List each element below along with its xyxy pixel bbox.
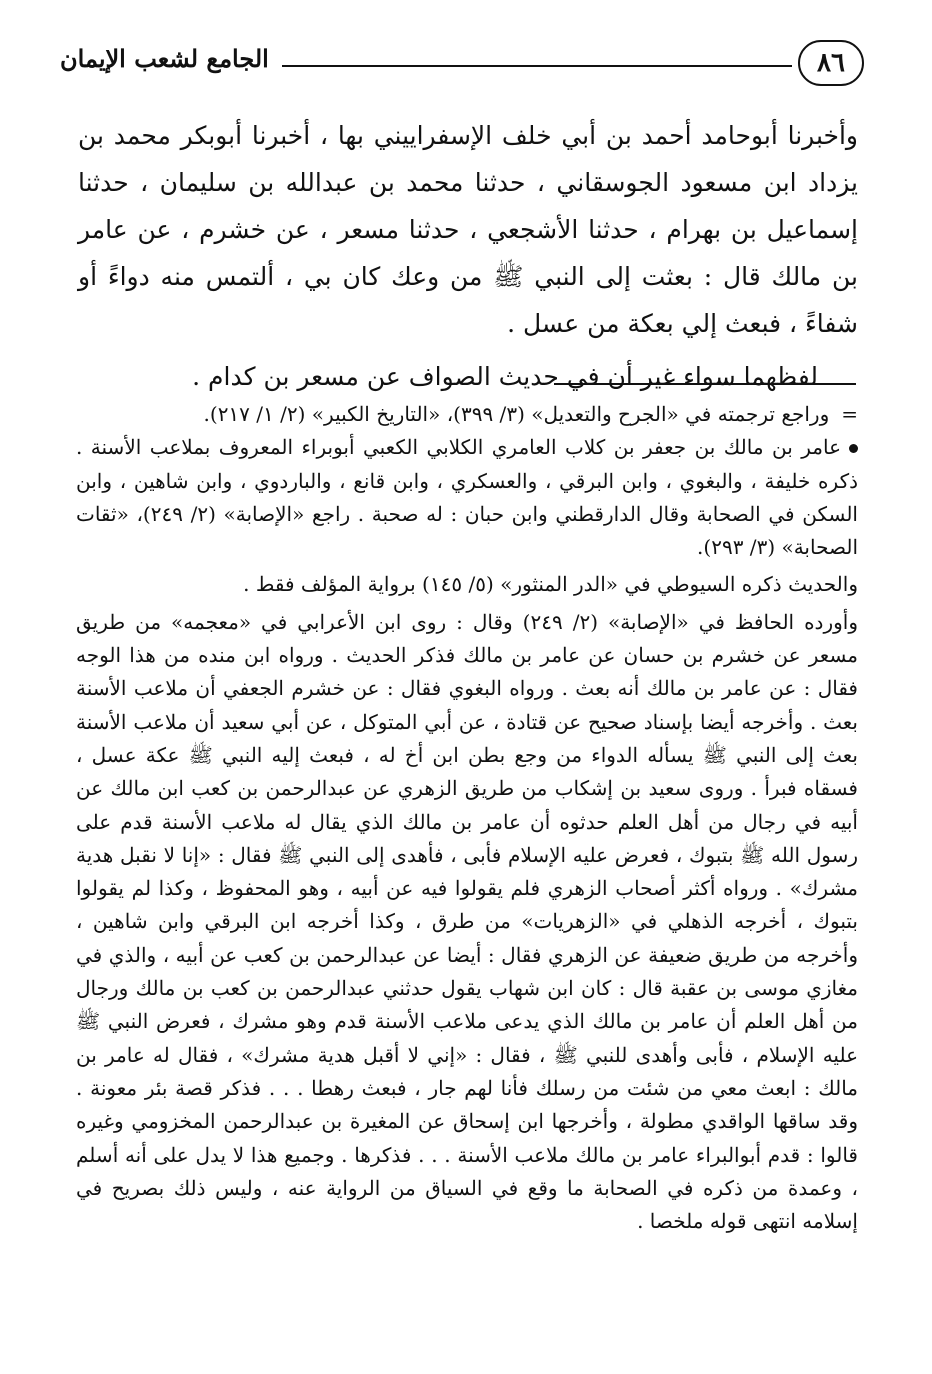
main-paragraph-1: وأخبرنا أبوحامد أحمد بن أبي خلف الإسفراييني بها ، أخبرنا أبوبكر محمد بن يزداد ابن مسعود الجوسقاني ، حدثنا محمد بن عبدالله بن سليمان ، حدثنا إسماعيل بن بهرام ، حدثنا الأشجعي ، حدثنا مسعر ، عن خشرم ، عن عامر بن مالك قال : بعثت إلى النبي ﷺ من وعك كان بي ، ألتمس منه دواءً أو شفاءً ، فبعث إلي بعكة من عسل .	[78, 121, 858, 338]
footnote-references: وراجع ترجمته في «الجرح والتعديل» (٣/ ٣٩٩)، «التاريخ الكبير» (٢/ ١/ ٢١٧).	[203, 402, 830, 426]
header-rule	[282, 65, 792, 67]
bullet-icon	[849, 444, 858, 453]
footnotes	[76, 398, 858, 1238]
footnote-separator	[554, 383, 856, 385]
footnote-hadith-note: والحديث ذكره السيوطي في «الدر المنثور» (٥/ ١٤٥) برواية المؤلف فقط .	[243, 572, 858, 597]
continuation-mark: =	[841, 402, 858, 426]
footnote-bio	[76, 431, 858, 564]
footnote-line-1	[76, 398, 858, 431]
main-paragraph-2: لفظهما سواء غير أن في حديث الصواف عن مسعر بن كدام .	[192, 362, 818, 391]
footnote-bio-text: عامر بن مالك بن جعفر بن كلاب العامري الكلابي الكعبي أبوبراء المعروف بملاعب الأسنة . ذكره خليفة ، والبغوي ، وابن البرقي ، والعسكري ، وابن قانع ، والباردوي ، وابن شاهين ، وابن السكن في الصحابة وقال الدارقطني وابن حبان : له صحبة . راجع «الإصابة» (٢/ ٢٤٩)، «ثقات الصحابة» (٣/ ٢٩٣).	[76, 435, 858, 560]
book-title: الجامع لشعب الإيمان	[60, 44, 269, 73]
page-header	[60, 38, 870, 94]
footnote-long-note: وأورده الحافظ في «الإصابة» (٢/ ٢٤٩) وقال : روى ابن الأعرابي في «معجمه» من طريق مسعر عن خشرم بن حسان عن عامر بن مالك فذكر الحديث . ورواه ابن منده من هذا الوجه فقال : عن عامر بن مالك أنه بعث . ورواه البغوي فقال : عن خشرم الجعفي أن ملاعب الأسنة بعث . وأخرجه أيضا بإسناد صحيح عن قتادة ، عن أبي المتوكل ، عن أبي سعيد أن ملاعب الأسنة بعث إلى النبي ﷺ يسأله الدواء من وجع بطن ابن أخ له ، فبعث إليه النبي ﷺ عكة عسل ، فسقاه فبرأ . وروى سعيد بن إشكاب من طريق الزهري عن عبدالرحمن بن كعب ابن مالك عن أبيه في رجال من أهل العلم حدثوه أن عامر بن مالك الذي يقال له ملاعب الأسنة قدم على رسول الله ﷺ بتبوك ، فعرض عليه الإسلام فأبى ، فأهدى إلى النبي ﷺ فقال : «إنا لا نقبل هدية مشرك» . ورواه أكثر أصحاب الزهري فلم يقولوا فيه عن أبيه ، وهو المحفوظ ، وكذا لم يقولوا بتبوك ، أخرجه الذهلي في «الزهريات» من طرق ، وكذا أخرجه ابن البرقي وابن شاهين ، وأخرجه من طريق ضعيفة عن الزهري فقال : أيضا عن عبدالرحمن بن كعب عن أبيه ، والذي في مغازي موسى بن عقبة قال : كان ابن شهاب يقول حدثني عبدالرحمن بن كعب بن مالك ورجال من أهل العلم أن عامر بن مالك الذي يدعى ملاعب الأسنة قدم وهو مشرك ، فعرض النبي ﷺ عليه الإسلام ، فأبى وأهدى للنبي ﷺ ، فقال : «إني لا أقبل هدية مشرك» ، فقال له عامر بن مالك : ابعث معي من شئت من رسلك فأنا لهم جار ، فبعث رهطا . . . فذكر قصة بئر معونة . وقد ساقها الواقدي مطولة ، وأخرجها ابن إسحاق عن المغيرة بن عبدالرحمن المخزومي وغيره قالوا : قدم أبوالبراء عامر بن مالك ملاعب الأسنة . . . فذكرها . وجميع هذا لا يدل على أنه أسلم ، وعمدة من ذكره في الصحابة ما وقع في السياق من الرواية عنه ، وليس ذلك بصريح في إسلامه انتهى قوله ملخصا .	[76, 609, 859, 1234]
main-text	[78, 112, 858, 400]
page-number: ٨٦	[798, 40, 864, 86]
